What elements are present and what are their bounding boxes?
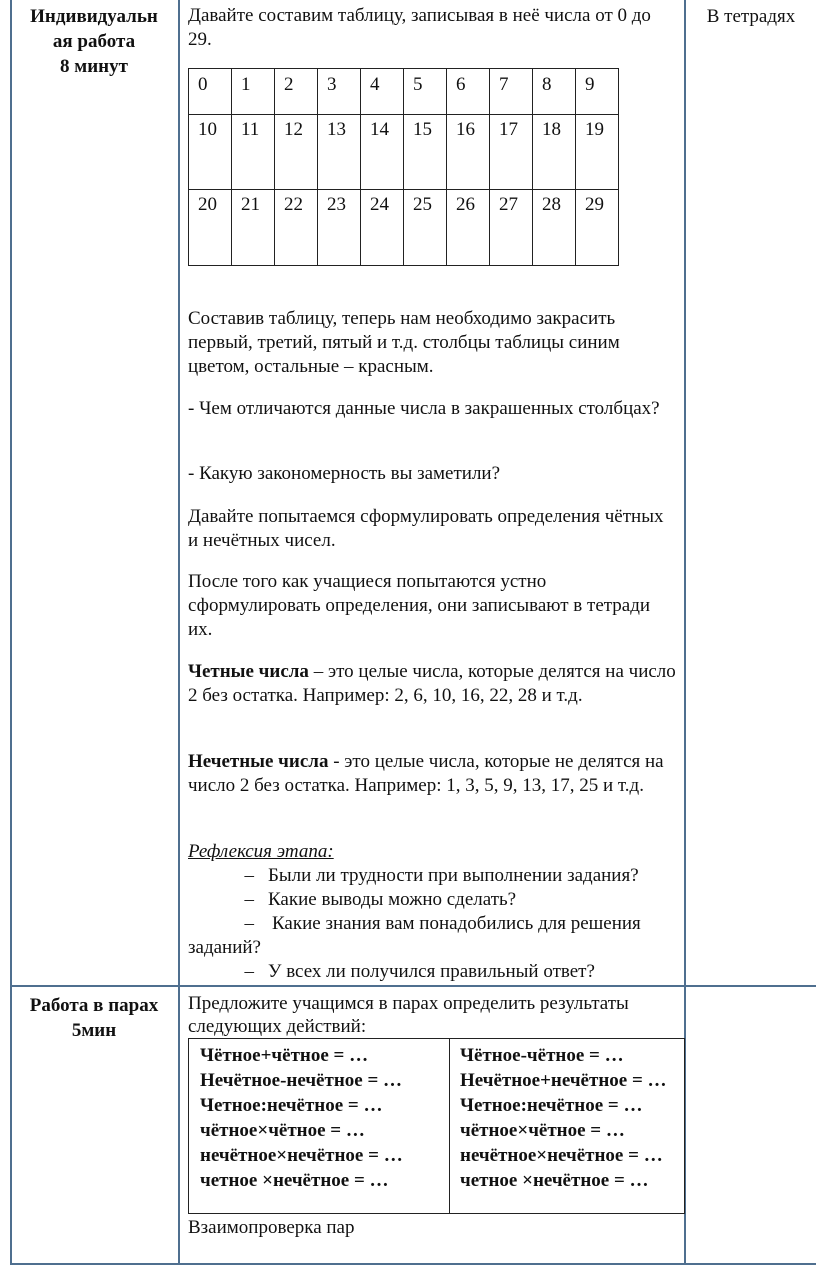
- numbers-row: [189, 190, 619, 266]
- number-cell: 16: [447, 115, 490, 190]
- number-cell: 1: [232, 69, 275, 115]
- stage-line-2: ая работа: [52, 31, 136, 52]
- table-border-col1: [178, 0, 180, 1265]
- number-cell: 10: [189, 115, 232, 190]
- operation-item: чётное×чётное = …: [200, 1120, 365, 1141]
- operation-item: Четное:нечётное = …: [200, 1095, 383, 1116]
- reflection-block: [188, 840, 678, 984]
- paragraph-record: После того как учащиеся попытаются устно сформулировать определения, они записывают в тетради их.: [188, 571, 651, 640]
- reflection-item: [188, 912, 678, 960]
- number-cell: 0: [189, 69, 232, 115]
- numbers-row: [189, 115, 619, 190]
- dash: –: [244, 865, 254, 886]
- number-cell: 26: [447, 190, 490, 266]
- stage-name-individual: [14, 4, 174, 79]
- operations-table: [188, 1038, 685, 1214]
- intro-text: Давайте составим таблицу, записывая в неё числа от 0 до 29.: [188, 5, 651, 50]
- number-cell: 9: [576, 69, 619, 115]
- number-cell: 7: [490, 69, 533, 115]
- operation-item: Чётное-чётное = …: [460, 1045, 624, 1066]
- operations-left-column: [200, 1043, 403, 1193]
- even-definition: [188, 660, 678, 708]
- operation-item: четное ×нечётное = …: [200, 1170, 389, 1191]
- number-cell: 29: [576, 190, 619, 266]
- stage-time: 8 минут: [60, 56, 128, 77]
- pair-check-text: Взаимопроверка пар: [188, 1217, 355, 1238]
- where-text: В тетрадях: [706, 6, 796, 27]
- number-cell: 18: [533, 115, 576, 190]
- odd-term: Нечетные числа: [188, 751, 329, 772]
- numbers-table: [188, 68, 619, 266]
- reflection-item-text: Были ли трудности при выполнении задания?: [268, 865, 639, 886]
- number-cell: 13: [318, 115, 361, 190]
- stage-pairs-title: Работа в парах: [29, 995, 159, 1016]
- reflection-title: Рефлексия этапа:: [188, 841, 334, 862]
- question-pattern: - Какую закономерность вы заметили?: [188, 463, 501, 484]
- reflection-item: [188, 960, 678, 984]
- dash: –: [244, 913, 254, 934]
- number-cell: 5: [404, 69, 447, 115]
- operations-divider: [449, 1039, 450, 1213]
- question-difference: - Чем отличаются данные числа в закрашенных столбцах?: [188, 398, 660, 419]
- number-cell: 19: [576, 115, 619, 190]
- dash: –: [244, 889, 254, 910]
- number-cell: 24: [361, 190, 404, 266]
- number-cell: 6: [447, 69, 490, 115]
- number-cell: 12: [275, 115, 318, 190]
- number-cell: 21: [232, 190, 275, 266]
- operation-item: Четное:нечётное = …: [460, 1095, 643, 1116]
- reflection-item: [188, 888, 678, 912]
- reflection-item: [188, 864, 678, 888]
- stage-line-1: Индивидуальн: [30, 6, 158, 27]
- number-cell: 27: [490, 190, 533, 266]
- paragraph-definitions: Давайте попытаемся сформулировать определения чётных и нечётных чисел.: [188, 506, 664, 551]
- operation-item: Нечётное-нечётное = …: [200, 1070, 403, 1091]
- odd-definition: [188, 750, 678, 798]
- operation-item: Чётное+чётное = …: [200, 1045, 369, 1066]
- number-cell: 15: [404, 115, 447, 190]
- number-cell: 2: [275, 69, 318, 115]
- reflection-item-text: У всех ли получился правильный ответ?: [268, 961, 595, 982]
- paragraph-coloring: Составив таблицу, теперь нам необходимо закрасить первый, третий, пятый и т.д. столбцы таблицы синим цветом, остальные – красным.: [188, 308, 620, 377]
- operation-item: четное ×нечётное = …: [460, 1170, 649, 1191]
- stage-name-pairs: [14, 993, 174, 1043]
- number-cell: 4: [361, 69, 404, 115]
- operation-item: нечётное×нечётное = …: [200, 1145, 403, 1166]
- pairs-intro: Предложите учащимся в парах определить результаты следующих действий:: [188, 993, 629, 1037]
- table-row-divider: [10, 985, 816, 987]
- number-cell: 17: [490, 115, 533, 190]
- number-cell: 20: [189, 190, 232, 266]
- dash: –: [244, 961, 254, 982]
- even-def-text: – это целые числа, которые делятся на число 2 без остатка. Например: 2, 6, 10, 16, 22, 28 и т.д.: [188, 661, 676, 706]
- reflection-item-text: Какие выводы можно сделать?: [268, 889, 517, 910]
- stage-pairs-time: 5мин: [71, 1020, 117, 1041]
- number-cell: 14: [361, 115, 404, 190]
- number-cell: 11: [232, 115, 275, 190]
- odd-def-text: - это целые числа, которые не делятся на число 2 без остатка. Например: 1, 3, 5, 9, 13, 17, 25 и т.д.: [188, 751, 664, 796]
- number-cell: 3: [318, 69, 361, 115]
- table-border-left: [10, 0, 12, 1265]
- operations-right-column: [460, 1043, 667, 1193]
- even-term: Четные числа: [188, 661, 309, 682]
- number-cell: 8: [533, 69, 576, 115]
- operation-item: Нечётное+нечётное = …: [460, 1070, 667, 1091]
- number-cell: 28: [533, 190, 576, 266]
- numbers-row: [189, 69, 619, 115]
- table-border-bottom: [10, 1263, 816, 1265]
- number-cell: 25: [404, 190, 447, 266]
- number-cell: 23: [318, 190, 361, 266]
- reflection-item-text: Какие знания вам понадобились для решения заданий?: [188, 913, 641, 958]
- operation-item: чётное×чётное = …: [460, 1120, 625, 1141]
- operation-item: нечётное×нечётное = …: [460, 1145, 663, 1166]
- number-cell: 22: [275, 190, 318, 266]
